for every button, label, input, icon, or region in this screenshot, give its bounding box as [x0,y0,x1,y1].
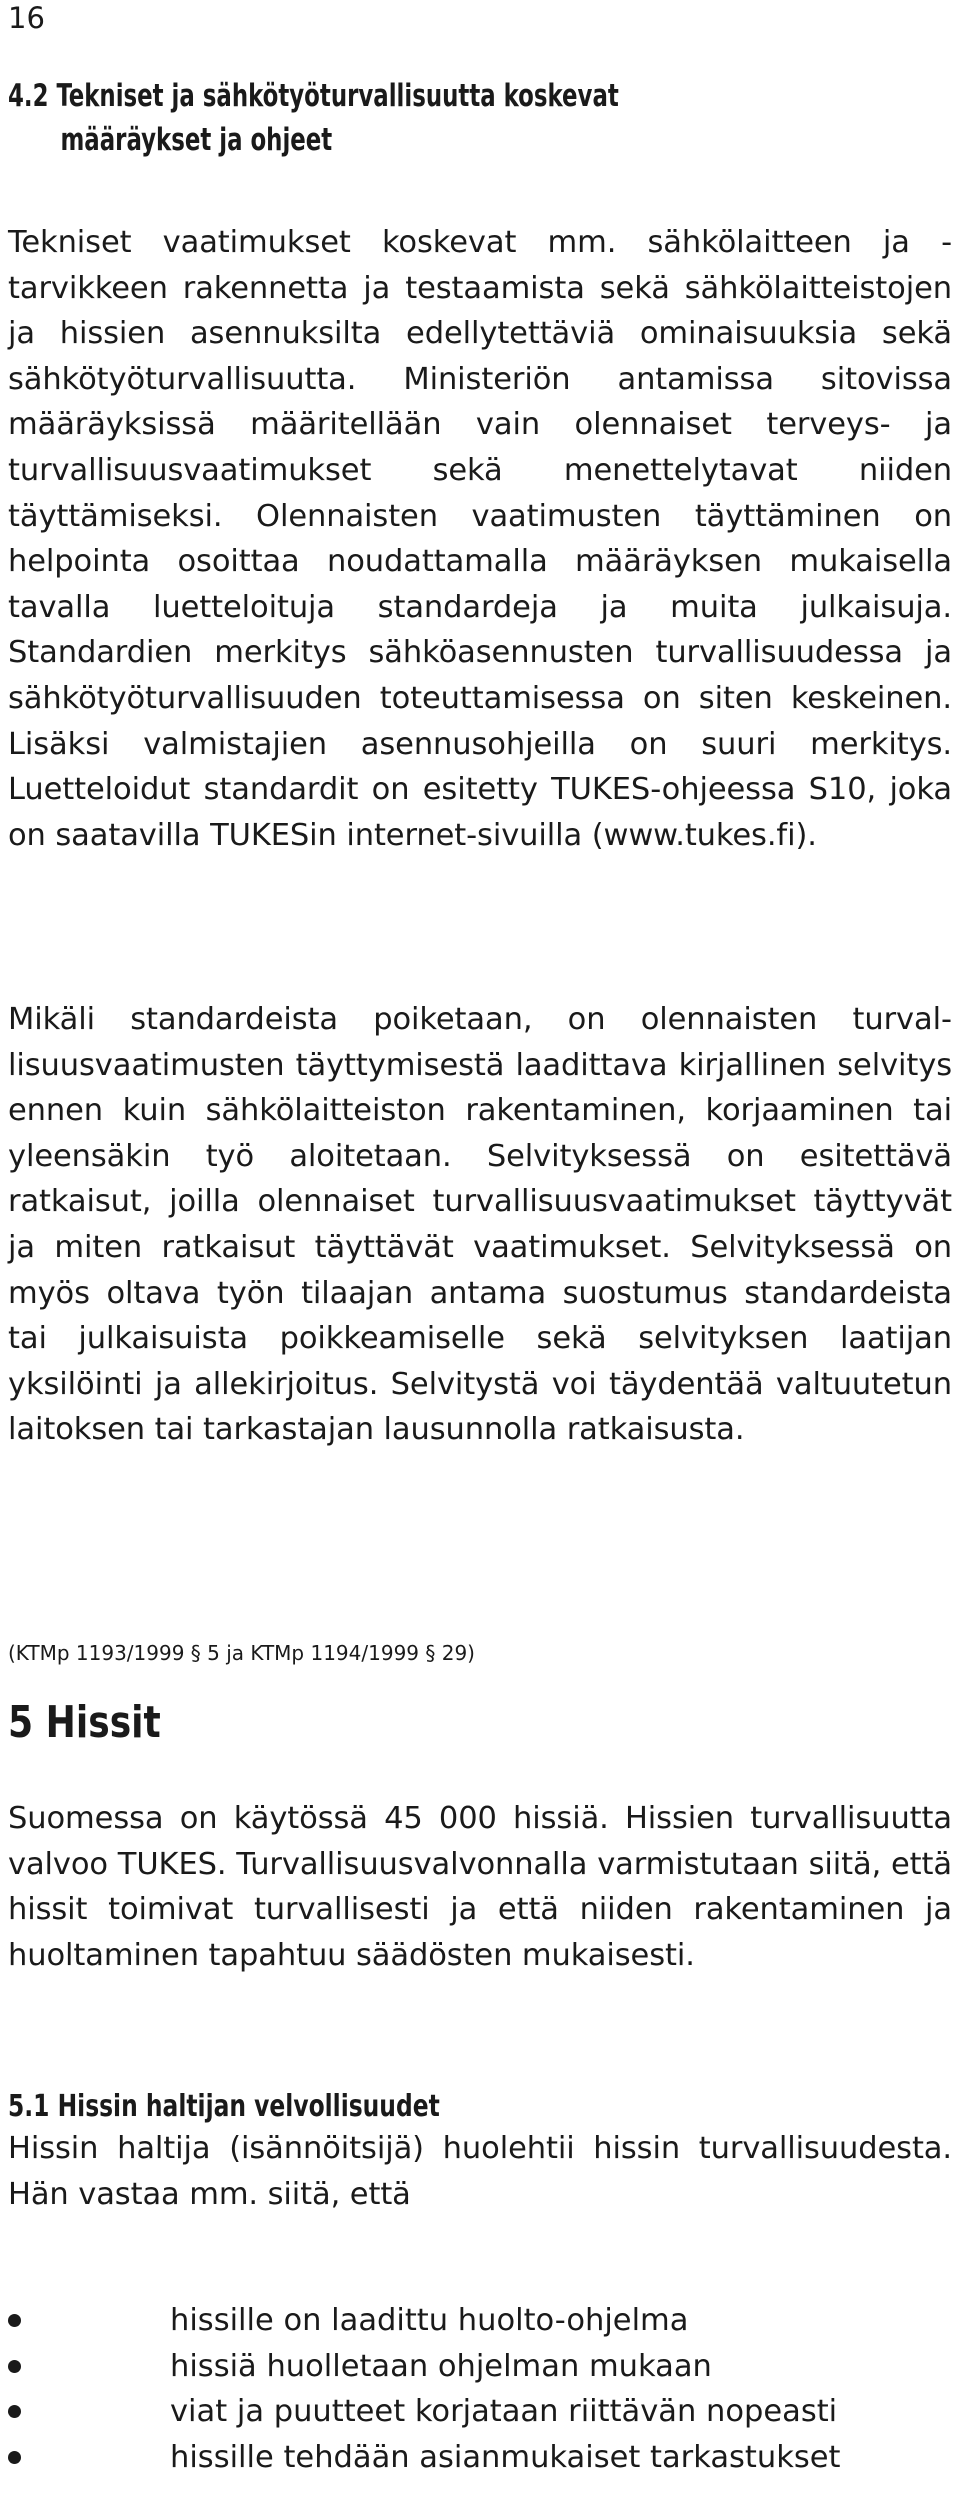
list-item [0,2344,960,2390]
list-item-text: hissille on laadittu huolto-ohjelma [170,2303,689,2338]
list-item [0,2389,960,2435]
section-4-2-heading-line2: määräykset ja ohjeet [60,122,333,158]
section-5-1-paragraph: Hissin haltija (isännöitsijä) huolehtii hissin turvallisuudesta. Hän vastaa mm. siitä, että [8,2131,952,2212]
list-item [0,2435,960,2481]
section-4-2-heading-line1: 4.2 Tekniset ja sähkötyöturvallisuutta koskevat [8,78,619,114]
section-5-1-heading: 5.1 Hissin haltijan velvollisuudet [8,2089,440,2124]
page-number: 16 [8,1,45,35]
section-5-heading: 5 Hissit [8,1697,161,1748]
section-4-2-heading [8,74,746,162]
section-4-2-paragraph-1: Tekniset vaatimukset koskevat mm. sähkölaitteen ja -tarvikkeen rakennetta ja testaamista sekä sähkölaitteistojen ja hissien asennuksilta edellytettäviä ominaisuuksia sekä sähkötyöturvallisuutta. Ministeriön antamissa sitovissa määräyksissä määritellään vain olennaiset terveys- ja turvallisuusvaatimukset sekä menettelytavat niiden täyttämiseksi. Olennaisten vaatimusten täyttäminen on helpointa osoittaa noudattamalla määräyksen mukaisella tavalla luetteloituja standardeja ja muita julkaisuja. Standardien merkitys sähköasennusten turvallisuudessa ja sähkötyöturvallisuuden toteuttamisessa on siten keskeinen. Lisäksi valmistajien asennusohjeilla on suuri merkitys. Luetteloidut standardit on esitetty TUKES-ohjeessa S10, joka on saatavilla TUKESin internet-sivuilla (www.tukes.fi). [8,225,952,853]
list-item-text: viat ja puutteet korjataan riittävän nopeasti [170,2394,838,2430]
bullet-icon [8,2314,21,2327]
section-4-2-paragraph-2: Mikäli standardeista poiketaan, on olennaisten turvallisuusvaatimusten täyttymisestä laadittava kirjallinen selvitys ennen kuin sähkölaitteiston rakentaminen, korjaaminen tai yleensäkin työ aloitetaan. Selvityksessä on esitettävä ratkaisut, joilla olennaiset turvallisuusvaatimukset täyttyvät ja miten ratkaisut täyttävät vaatimukset. Selvityksessä on myös oltava työn tilaajan antama suostumus standardeista tai julkaisuista poikkeamiselle sekä selvityksen laatijan yksilöinti ja allekirjoitus. Selvitystä voi täydentää valtuutetun laitoksen tai tarkastajan lausunnolla ratkaisusta. [8,1002,952,1448]
duties-bullet-list [0,2298,960,2480]
list-item [0,2298,960,2344]
bullet-icon [8,2360,21,2373]
list-item-text: hissiä huolletaan ohjelman mukaan [170,2348,712,2384]
section-5-paragraph: Suomessa on käytössä 45 000 hissiä. Hissien turvallisuutta valvoo TUKES. Turvallisuusvalvonnalla varmistutaan siitä, että hissit toimivat turvallisesti ja että niiden rakentaminen ja huoltaminen tapahtuu säädösten mukaisesti. [8,1801,952,1973]
bullet-icon [8,2451,21,2464]
legal-reference: (KTMp 1193/1999 § 5 ja KTMp 1194/1999 § 29) [8,1641,475,1665]
bullet-icon [8,2405,21,2418]
list-item-text: hissille tehdään asianmukaiset tarkastukset [170,2439,841,2475]
